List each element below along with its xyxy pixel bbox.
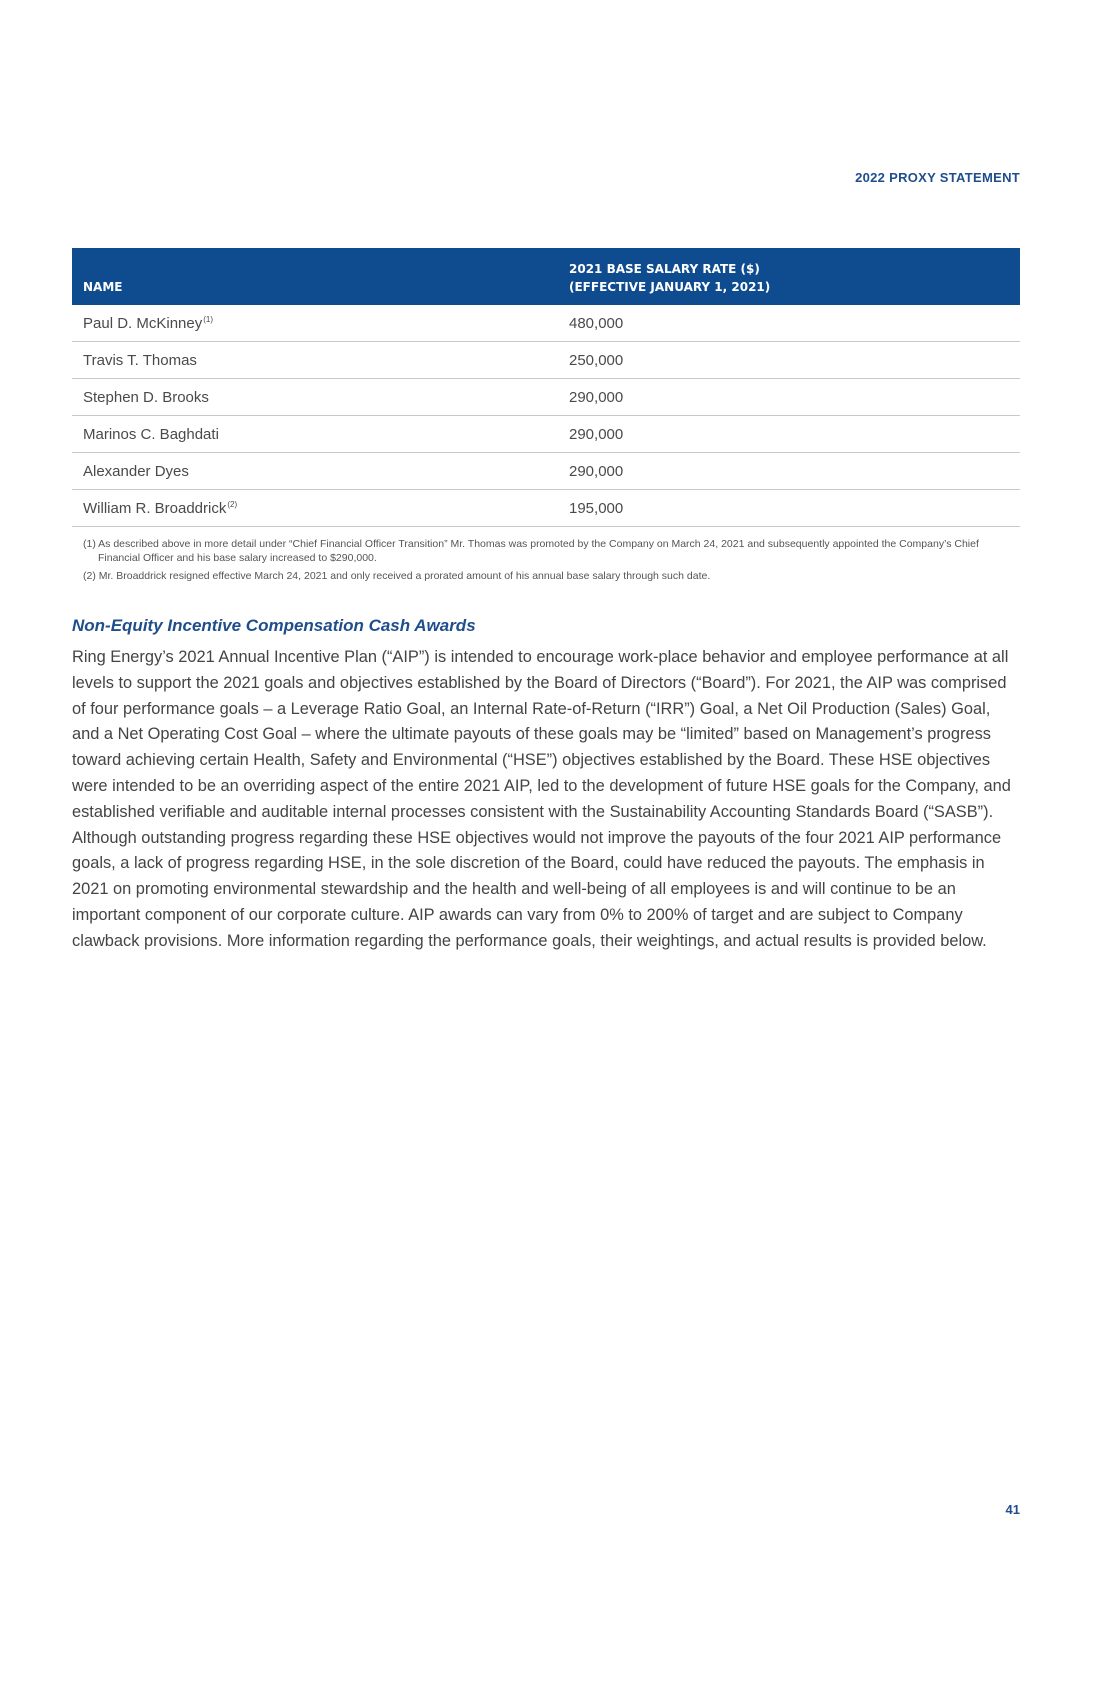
footnote-1: (1) As described above in more detail under “Chief Financial Officer Transition” Mr. Thomas was promoted by the Company on March 24, 2021 and subsequently appointed the Company’s Chief Financial Officer and his base salary increased to $290,000. — [83, 538, 979, 564]
executive-name: Alexander Dyes — [83, 462, 189, 480]
page-number: 41 — [1005, 1502, 1020, 1517]
executive-name-cell — [72, 305, 558, 342]
executive-name: Travis T. Thomas — [83, 351, 197, 369]
executive-name: Marinos C. Baghdati — [83, 425, 219, 443]
footnote-2: (2) Mr. Broaddrick resigned effective March 24, 2021 and only received a prorated amount of his annual base salary through such date. — [83, 570, 711, 582]
table-row — [72, 453, 1020, 490]
column-header-salary-line2: (EFFECTIVE JANUARY 1, 2021) — [569, 280, 771, 294]
table-footnotes — [83, 537, 988, 587]
executive-name-cell — [72, 490, 558, 527]
table-row — [72, 305, 1020, 342]
executive-name: William R. Broaddrick — [83, 499, 227, 517]
section-body-paragraph: Ring Energy’s 2021 Annual Incentive Plan (“AIP”) is intended to encourage work-place behavior and employee performance at all levels to support the 2021 goals and objectives established by the Board of Directors (“Board”). For 2021, the AIP was comprised of four performance goals – a Leverage Ratio Goal, an Internal Rate-of-Return (“IRR”) Goal, a Net Oil Production (Sales) Goal, and a Net Operating Cost Goal – where the ultimate payouts of these goals may be “limited” based on Management’s progress toward achieving certain Health, Safety and Environmental (“HSE”) objectives established by the Board. These HSE objectives were intended to be an overriding aspect of the entire 2021 AIP, led to the development of future HSE goals for the Company, and established verifiable and auditable internal processes consistent with the Sustainability Accounting Standards Board (“SASB”). Although outstanding progress regarding these HSE objectives would not improve the payouts of the four 2021 AIP performance goals, a lack of progress regarding HSE, in the sole discretion of the Board, could have reduced the payouts. The emphasis in 2021 on promoting environmental stewardship and the health and well-being of all employees is and will continue to be an important component of our corporate culture. AIP awards can vary from 0% to 200% of target and are subject to Company clawback provisions. More information regarding the performance goals, their weightings, and actual results is provided below. — [72, 648, 1011, 950]
salary-cell: 290,000 — [558, 416, 1020, 453]
table-row — [72, 379, 1020, 416]
executive-name: Paul D. McKinney — [83, 314, 203, 332]
table-row — [72, 416, 1020, 453]
table-header-row — [72, 248, 1020, 305]
executive-name-cell — [72, 379, 558, 416]
column-header-name-label: NAME — [83, 280, 123, 294]
section-heading: Non-Equity Incentive Compensation Cash Awards — [72, 616, 476, 635]
salary-cell: 480,000 — [558, 305, 1020, 342]
salary-cell: 290,000 — [558, 453, 1020, 490]
footnote-marker: (1) — [203, 314, 213, 324]
executive-name-cell — [72, 416, 558, 453]
executive-name-cell — [72, 342, 558, 379]
column-header-salary — [558, 248, 1020, 305]
executive-name: Stephen D. Brooks — [83, 388, 209, 406]
salary-cell: 290,000 — [558, 379, 1020, 416]
salary-cell: 195,000 — [558, 490, 1020, 527]
salary-cell: 250,000 — [558, 342, 1020, 379]
table-row — [72, 490, 1020, 527]
running-head: 2022 PROXY STATEMENT — [855, 170, 1020, 185]
base-salary-table — [72, 248, 1020, 527]
column-header-salary-line1: 2021 BASE SALARY RATE ($) — [569, 262, 760, 276]
executive-name-cell — [72, 453, 558, 490]
column-header-name — [72, 248, 558, 305]
table-row — [72, 342, 1020, 379]
footnote-marker: (2) — [227, 499, 238, 509]
